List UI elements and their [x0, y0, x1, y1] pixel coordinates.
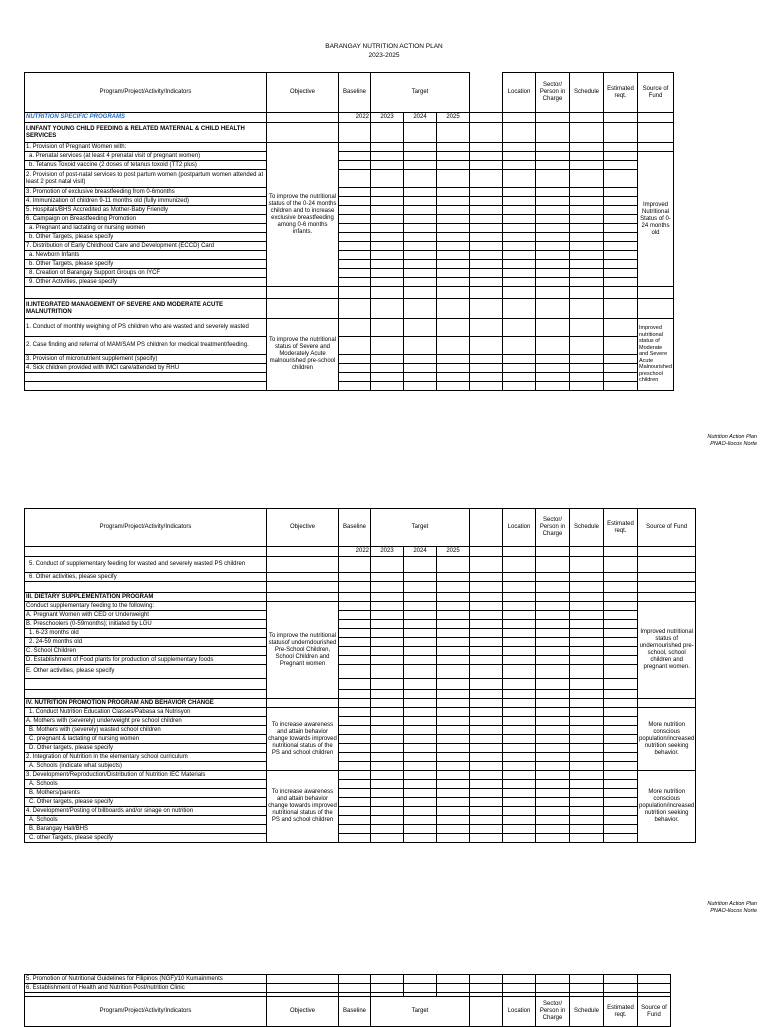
- indicator-cell: b. Other Targets, please specify: [25, 233, 267, 242]
- section-heading: IV. NUTRITION PROMOTION PROGRAM AND BEHAVIOR CHANGE: [25, 699, 267, 708]
- expected-result-cell: Improved nutritional status of undernourished pre-school, school children and pregnant women.: [638, 602, 696, 699]
- objective-cell: To increase awareness and attain behavior change towards improved nutritional status of the PS and school children: [267, 771, 339, 843]
- table-row: [25, 690, 696, 699]
- year-2024: 2024: [404, 113, 437, 123]
- sector-header: Sector/ Person in Charge: [536, 997, 570, 1027]
- footer-line: PNAO-Ilocos Norte: [710, 908, 757, 914]
- indicator-cell: 5. Conduct of supplementary feeding for wasted and severely wasted PS children: [25, 557, 267, 573]
- table-row: [25, 638, 696, 647]
- year-2022: 2022: [339, 547, 371, 557]
- indicator-cell: A. Schools: [25, 780, 267, 789]
- table-row: [25, 825, 696, 834]
- indicator-cell: 1. 6-23 months old: [25, 629, 267, 638]
- table-row: [25, 123, 674, 143]
- page-footer: [707, 901, 757, 915]
- year-row: [25, 547, 696, 557]
- table-row: [25, 251, 674, 260]
- indicator-cell: b. Other Targets, please specify: [25, 260, 267, 269]
- year-2022: 2022: [339, 113, 371, 123]
- location-header: Location: [503, 73, 536, 113]
- table-row: [25, 629, 696, 638]
- target-header: Target: [371, 509, 470, 547]
- indicator-cell: 4. Immunization of children 9-11 months old (fully immunized): [25, 197, 267, 206]
- table-row: [25, 364, 674, 373]
- indicator-cell: 3. Promotion of exclusive breastfeeding from 0-6months: [25, 188, 267, 197]
- indicator-cell: A. Pregnant Women with CED or Underweight: [25, 611, 267, 620]
- indicator-cell: B. Preschoolers (0-59months); initiated by LGU: [25, 620, 267, 629]
- table-row: [25, 143, 674, 152]
- baseline-header: Baseline: [339, 73, 371, 113]
- table-row: [25, 647, 696, 656]
- table-row: [25, 726, 696, 735]
- indicator-cell: 6. Establishment of Health and Nutrition Post/nutrition Clinic: [25, 984, 267, 993]
- indicator-cell: 5. Promotion of Nutritional Guidelines for Filipinos (NGF)/10 Kumainments: [25, 975, 267, 984]
- indicator-cell: 4. Sick children provided with IMCI care/attended by RHU: [25, 364, 267, 373]
- source-header: Source of Fund: [638, 509, 696, 547]
- action-plan-table-page2: [24, 508, 696, 843]
- objective-cell: To increase awareness and attain behavior change towards improved nutritional status of the PS and school children: [267, 708, 339, 771]
- year-2023: 2023: [371, 113, 404, 123]
- indicator-cell: D. Establishment of Food plants for production of supplementary foods: [25, 656, 267, 665]
- indicator-cell: A. Schools: [25, 816, 267, 825]
- section-heading: III. DIETARY SUPPLEMENTATION PROGRAM: [25, 593, 267, 602]
- section-heading: II.INTEGRATED MANAGEMENT OF SEVERE AND MODERATE ACUTE MALNUTRITION: [25, 299, 267, 319]
- table-row: [25, 593, 696, 602]
- year-2025: 2025: [437, 547, 470, 557]
- table-row: [25, 188, 674, 197]
- table-row: [25, 665, 696, 679]
- footer-line: Nutrition Action Plan: [707, 901, 757, 907]
- plan-years: 2023-2025: [368, 52, 400, 59]
- objective-header: Objective: [267, 73, 339, 113]
- plan-title: BARANGAY NUTRITION ACTION PLAN: [325, 43, 443, 50]
- indicator-cell: 7. Distribution of Early Childhood Care and Development (ECCD) Card: [25, 242, 267, 251]
- ppa-header: Program/Project/Activity/Indicators: [25, 509, 267, 547]
- table-row: [25, 699, 696, 708]
- footer-line: Nutrition Action Plan: [707, 434, 757, 440]
- indicator-cell: B. Mothers with (severely) wasted school children: [25, 726, 267, 735]
- header-row: [25, 997, 671, 1027]
- indicator-cell: Conduct supplementary feeding to the following:: [25, 602, 267, 611]
- source-header: Source of Fund: [638, 73, 674, 113]
- table-row: [25, 582, 696, 593]
- table-row: [25, 373, 674, 382]
- indicator-cell: C. other Targets, please specify: [25, 834, 267, 843]
- objective-header: Objective: [267, 997, 339, 1027]
- blank-cell: [470, 73, 503, 113]
- table-row: [25, 620, 696, 629]
- table-row: [25, 337, 674, 355]
- table-row: [25, 753, 696, 762]
- target-header: Target: [371, 73, 470, 113]
- table-row: [25, 573, 696, 582]
- estimated-header: Estimated reqt.: [604, 509, 638, 547]
- baseline-header: Baseline: [339, 509, 371, 547]
- indicator-cell: 3. Development/Reproduction/Distribution of Nutrition IEC Materials: [25, 771, 267, 780]
- table-row: [25, 161, 674, 170]
- source-header: Source of Fund: [638, 997, 671, 1027]
- estimated-header: Estimated reqt.: [604, 997, 638, 1027]
- indicator-cell: b. Tetanus Toxoid vaccine (2 doses of tetanus toxoid (TT2 plus): [25, 161, 267, 170]
- indicator-cell: E. Other activities, please specify: [25, 665, 267, 679]
- indicator-cell: 6. Campaign on Breastfeeding Promotion: [25, 215, 267, 224]
- indicator-cell: C. pregnant & lactating of nursing women: [25, 735, 267, 744]
- indicator-cell: A. Schools (indicate what subjects): [25, 762, 267, 771]
- indicator-cell: 2. Integration of Nutrition in the elementary school curriculum: [25, 753, 267, 762]
- indicator-cell: 4. Development/Posting of billboards and/or sinage on nutrition: [25, 807, 267, 816]
- table-row: [25, 789, 696, 798]
- table-row: [25, 679, 696, 690]
- table-row: [25, 744, 696, 753]
- table-row: [25, 355, 674, 364]
- indicator-cell: a. Newborn Infants: [25, 251, 267, 260]
- table-row: [25, 771, 696, 780]
- table-row: [25, 816, 696, 825]
- indicator-cell: 3. Provision of micronutrient supplement (specify): [25, 355, 267, 364]
- action-plan-table-page3: [24, 974, 671, 1027]
- table-row: [25, 557, 696, 573]
- indicator-cell: C. Other targets, please specify: [25, 798, 267, 807]
- indicator-cell: 6. Other activities, please specify: [25, 573, 267, 582]
- table-row: [25, 233, 674, 242]
- table-row: [25, 152, 674, 161]
- table-row: [25, 780, 696, 789]
- expected-result-cell: Improved Nutritional Status of 0-24 months old: [638, 152, 674, 287]
- ppa-header: Program/Project/Activity/Indicators: [25, 997, 267, 1027]
- objective-header: Objective: [267, 509, 339, 547]
- table-row: [25, 834, 696, 843]
- table-row: [25, 319, 674, 337]
- table-row: [25, 984, 671, 993]
- indicator-cell: 2. Provision of post-natal services to post partum women (postpartum women attended at least 2 post natal visit): [25, 170, 267, 188]
- table-row: [25, 717, 696, 726]
- objective-cell: To improve the nutritional status of the 0-24 months children and to increase exclusive breastfeeding among 0-6 months infants.: [267, 143, 339, 287]
- document-title: [0, 42, 768, 60]
- table-row: [25, 762, 696, 771]
- indicator-cell: A. Mothers with (severely) underweight pre school children: [25, 717, 267, 726]
- table-row: [25, 224, 674, 233]
- estimated-header: Estimated reqt.: [604, 73, 638, 113]
- target-header: Target: [371, 997, 470, 1027]
- table-row: [25, 242, 674, 251]
- page-footer: [707, 434, 757, 448]
- table-row: [25, 975, 671, 984]
- footer-line: PNAO-Ilocos Norte: [710, 441, 757, 447]
- section-heading: I.INFANT YOUNG CHILD FEEDING & RELATED MATERNAL & CHILD HEALTH SERVICES: [25, 123, 267, 143]
- indicator-cell: 2. 24-59 months old: [25, 638, 267, 647]
- table-row: [25, 269, 674, 278]
- table-row: [25, 299, 674, 319]
- schedule-header: Schedule: [570, 73, 604, 113]
- table-row: [25, 197, 674, 206]
- indicator-cell: D. Other targets, please specify: [25, 744, 267, 753]
- location-header: Location: [503, 509, 536, 547]
- table-row: [25, 382, 674, 391]
- indicator-cell: 9. Other Activities, please specify: [25, 278, 267, 287]
- header-row: [25, 73, 674, 113]
- table-row: [25, 260, 674, 269]
- indicator-cell: 1. Provision of Pregnant Women with:: [25, 143, 267, 152]
- indicator-cell: a. Prenatal services (at least 4 prenatal visit of pregnant women): [25, 152, 267, 161]
- table-row: [25, 170, 674, 188]
- objective-cell: To improve the nutritional status of Severe and Moderately Acute malnourished pre-school children: [267, 319, 339, 391]
- blank-cell: [470, 509, 503, 547]
- action-plan-table-page1: [24, 72, 674, 391]
- table-row: [25, 735, 696, 744]
- indicator-cell: a. Pregnant and lactating or nursing women: [25, 224, 267, 233]
- indicator-cell: 5. Hospitals/BHS Accredited as Mother-Baby Friendly: [25, 206, 267, 215]
- section-label: NUTRITION SPECIFIC PROGRAMS: [25, 113, 267, 123]
- indicator-cell: 8. Creation of Barangay Support Groups on IYCF: [25, 269, 267, 278]
- table-row: [25, 215, 674, 224]
- table-row: [25, 708, 696, 717]
- indicator-cell: 2. Case finding and referral of MAM/SAM PS children for medical treatment/feeding.: [25, 337, 267, 355]
- table-row: [25, 807, 696, 816]
- header-row: [25, 509, 696, 547]
- indicator-cell: B. Barangay Hall/BHS: [25, 825, 267, 834]
- indicator-cell: 1. Conduct of monthly weighing of PS children who are wasted and severely wasted: [25, 319, 267, 337]
- year-row: [25, 113, 674, 123]
- schedule-header: Schedule: [570, 997, 604, 1027]
- indicator-cell: C. School Children: [25, 647, 267, 656]
- year-2023: 2023: [371, 547, 404, 557]
- year-2024: 2024: [404, 547, 437, 557]
- location-header: Location: [503, 997, 536, 1027]
- ppa-header: Program/Project/Activity/Indicators: [25, 73, 267, 113]
- baseline-header: Baseline: [339, 997, 371, 1027]
- blank-cell: [470, 997, 503, 1027]
- table-row: [25, 602, 696, 611]
- indicator-cell: B. Mothers/parents: [25, 789, 267, 798]
- table-row: [25, 798, 696, 807]
- sector-header: Sector/ Person in Charge: [536, 73, 570, 113]
- expected-result-cell: More nutrition conscious population/increased nutrition seeking behavior.: [638, 708, 696, 771]
- table-row: [25, 611, 696, 620]
- table-row: [25, 206, 674, 215]
- expected-result-cell: Improved nutritional status of Moderate and Severe Acute Malnourished preschool children: [638, 319, 674, 391]
- sector-header: Sector/ Person in Charge: [536, 509, 570, 547]
- objective-cell: To improve the nutritional statusof underndourished Pre-School Children, School Children and Pregnant women: [267, 602, 339, 699]
- table-row: [25, 287, 674, 299]
- table-row: [25, 656, 696, 665]
- indicator-cell: 1. Conduct Nutrition Education Classes/Pabasa sa Nutrisyon: [25, 708, 267, 717]
- table-row: [25, 278, 674, 287]
- year-2025: 2025: [437, 113, 470, 123]
- expected-result-cell: More nutrition conscious population/increased nutrition seeking behavior.: [638, 771, 696, 843]
- schedule-header: Schedule: [570, 509, 604, 547]
